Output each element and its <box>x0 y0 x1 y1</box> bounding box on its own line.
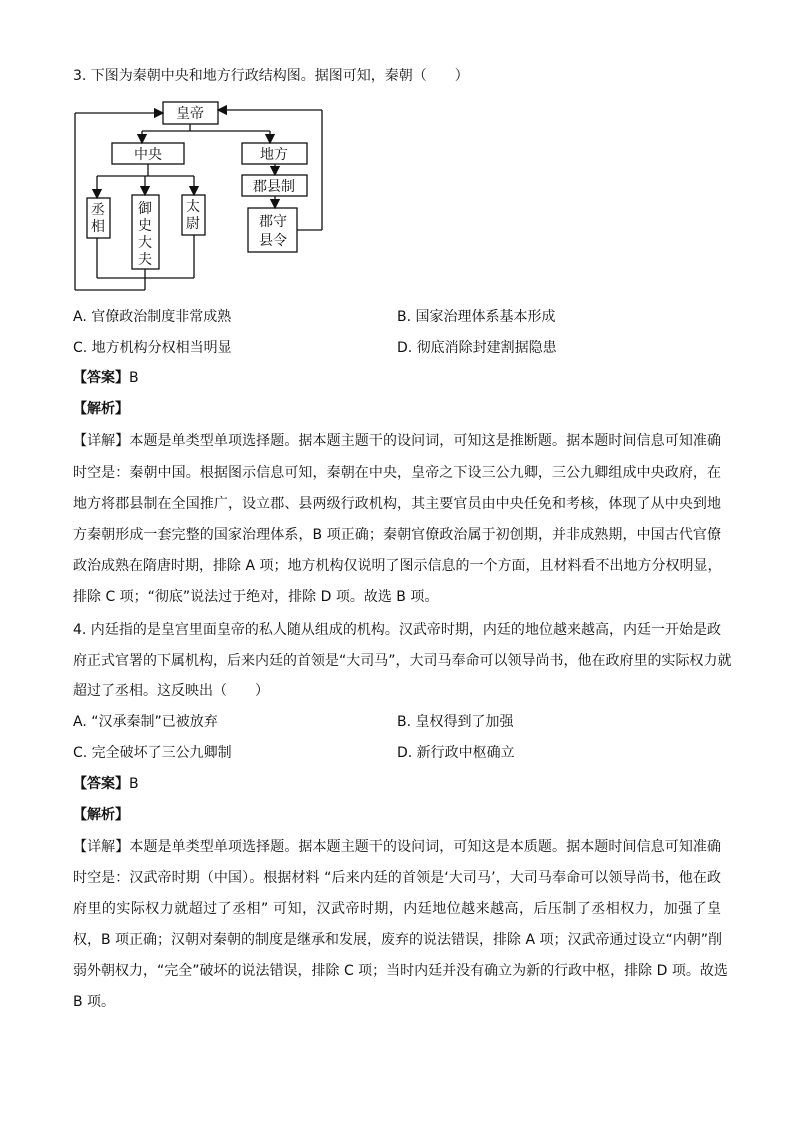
officials-label: 县令 <box>259 233 287 249</box>
answer-value: B <box>129 776 139 792</box>
commandant-char: 太 <box>186 199 200 215</box>
chancellor-char: 丞 <box>91 202 105 218</box>
censor-char: 史 <box>138 218 152 234</box>
q3-option-d[interactable]: D. 彻底消除封建割据隐患 <box>397 340 557 356</box>
q4-option-b[interactable]: B. 皇权得到了加强 <box>397 714 514 730</box>
county-system-label: 郡县制 <box>253 179 295 195</box>
q4-detail-line: 时空是：汉武帝时期（中国）。根据材料 “后来内廷的首领是‘大司马’，大司马奉命可以领导尚书，他在政 <box>73 870 721 886</box>
q3-detail-line: 政治成熟在隋唐时期，排除 A 项；地方机构仅说明了图示信息的一个方面，且材料看不出地方分权明显， <box>73 558 722 574</box>
q3-detail-line: 方秦朝形成一套完整的国家治理体系，B 项正确；秦朝官僚政治属于初创期，并非成熟期，中国古代官僚 <box>73 527 721 543</box>
censor-char: 御 <box>138 201 152 217</box>
q4-option-d[interactable]: D. 新行政中枢确立 <box>397 745 515 761</box>
officials-label: 郡守 <box>259 214 287 230</box>
question-4-stem-line: 府正式官署的下属机构，后来内廷的首领是“大司马”，大司马奉命可以领导尚书，他在政府里的实际权力就 <box>73 653 732 669</box>
question-4-stem-line: 超过了丞相。这反映出（ ） <box>73 683 269 699</box>
q4-option-c[interactable]: C. 完全破坏了三公九卿制 <box>73 745 232 761</box>
commandant-char: 尉 <box>186 216 200 232</box>
q3-answer <box>73 368 139 388</box>
q3-option-b[interactable]: B. 国家治理体系基本形成 <box>397 309 556 325</box>
q4-detail-line: 弱外朝权力，“完全”破坏的说法错误，排除 C 项；当时内廷并没有确立为新的行政中枢，排除 D 项。故选 <box>73 963 728 979</box>
q3-analysis-label: 【解析】 <box>73 401 129 417</box>
answer-label: 【答案】 <box>73 776 129 792</box>
emperor-label: 皇帝 <box>176 106 204 122</box>
question-4-stem-line: 4. 内廷指的是皇宫里面皇帝的私人随从组成的机构。汉武帝时期，内廷的地位越来越高，内廷一开始是政 <box>73 622 721 638</box>
q3-option-c[interactable]: C. 地方机构分权相当明显 <box>73 340 232 356</box>
answer-value: B <box>129 370 139 386</box>
chancellor-char: 相 <box>91 219 105 235</box>
censor-char: 夫 <box>138 252 152 268</box>
q3-option-a[interactable]: A. 官僚政治制度非常成熟 <box>73 309 232 325</box>
q4-detail-line: 府里的实际权力就超过了丞相” 可知，汉武帝时期，内廷地位越来越高，后压制了丞相权力，加强了皇 <box>73 901 721 917</box>
local-label: 地方 <box>260 147 288 163</box>
q3-detail-line: 时空是：秦朝中国。根据图示信息可知，秦朝在中央，皇帝之下设三公九卿，三公九卿组成中央政府，在 <box>73 465 721 481</box>
central-label: 中央 <box>134 147 162 163</box>
q4-detail-line: 权，B 项正确；汉朝对秦朝的制度是继承和发展，废弃的说法错误，排除 A 项；汉武帝通过设立“内朝”削 <box>73 932 723 948</box>
q3-detail-line: 【详解】本题是单类型单项选择题。据本题主题干的设问词，可知这是推断题。据本题时间信息可知准确 <box>73 433 721 449</box>
qin-admin-structure-diagram <box>70 98 340 296</box>
question-3-stem: 3. 下图为秦朝中央和地方行政结构图。据图可知，秦朝（ ） <box>73 68 469 84</box>
censor-char: 大 <box>138 235 152 251</box>
q4-answer <box>73 774 139 794</box>
q4-option-a[interactable]: A. “汉承秦制”已被放弃 <box>73 714 218 730</box>
q4-detail-line: 【详解】本题是单类型单项选择题。据本题主题干的设问词，可知这是本质题。据本题时间信息可知准确 <box>73 839 721 855</box>
answer-label: 【答案】 <box>73 370 129 386</box>
q4-analysis-label: 【解析】 <box>73 807 129 823</box>
q4-detail-line: B 项。 <box>73 994 116 1010</box>
q3-detail-line: 排除 C 项；“彻底”说法过于绝对，排除 D 项。故选 B 项。 <box>73 589 439 605</box>
q3-detail-line: 地方将郡县制在全国推广，设立郡、县两级行政机构，其主要官员由中央任免和考核，体现了从中央到地 <box>73 496 721 512</box>
